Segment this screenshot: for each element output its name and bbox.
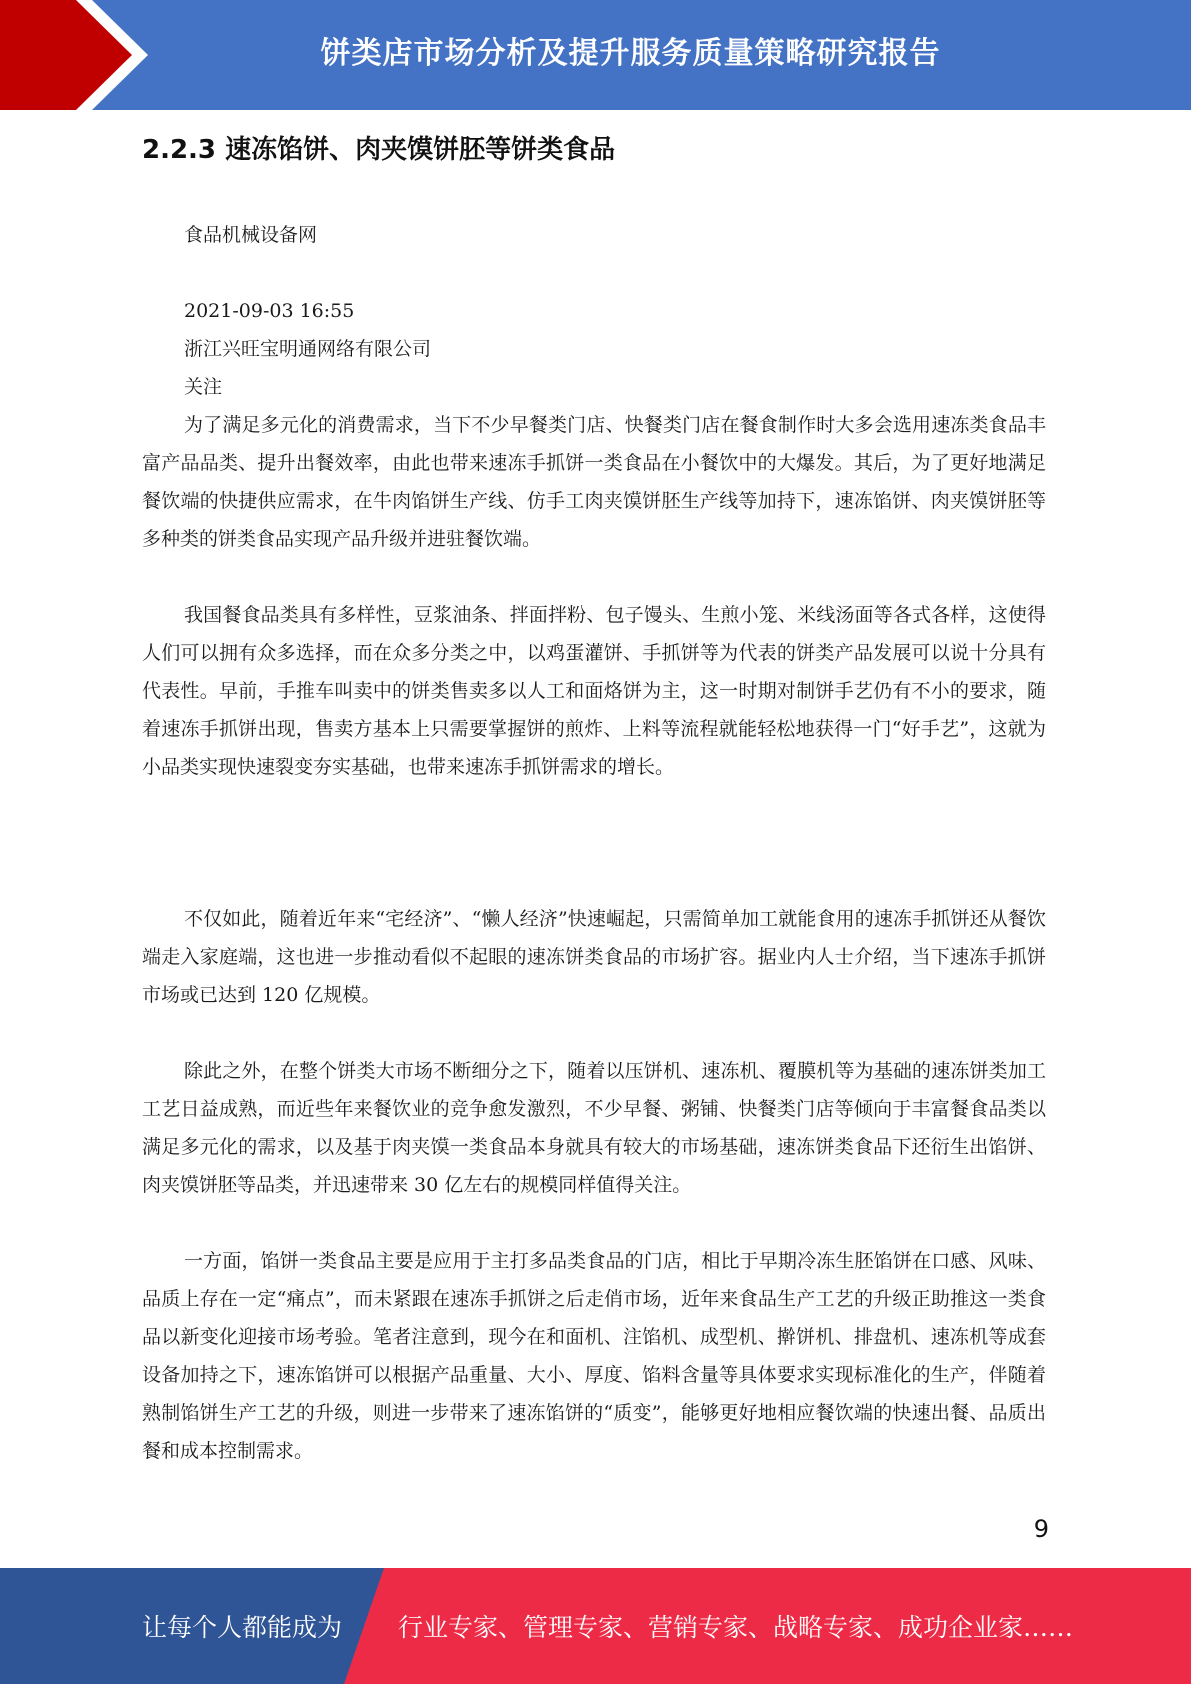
source-name: 食品机械设备网 (184, 224, 318, 246)
paragraph: 除此之外，在整个饼类大市场不断细分之下，随着以压饼机、速冻机、覆膜机等为基础的速冻饼类加工工艺日益成熟，而近些年来餐饮业的竞争愈发激烈，不少早餐、粥铺、快餐类门店等倾向于丰富餐食品类以满足多元化的需求，以及基于肉夹馍一类食品本身就具有较大的市场基础，速冻饼类食品下还衍生出馅饼、肉夹馍饼胚等品类，并迅速带来 30 亿左右的规模同样值得关注。 (142, 1060, 1046, 1196)
paragraph: 我国餐食品类具有多样性，豆浆油条、拌面拌粉、包子馒头、生煎小笼、米线汤面等各式各样，这使得人们可以拥有众多选择，而在众多分类之中，以鸡蛋灌饼、手抓饼等为代表的饼类产品发展可以说十分具有代表性。早前，手推车叫卖中的饼类售卖多以人工和面烙饼为主，这一时期对制饼手艺仍有不小的要求，随着速冻手抓饼出现，售卖方基本上只需要掌握饼的煎炸、上料等流程就能轻松地获得一门“好手艺”，这就为小品类实现快速裂变夯实基础，也带来速冻手抓饼需求的增长。 (142, 604, 1046, 778)
publish-datetime: 2021-09-03 16:55 (184, 300, 355, 322)
footer-slogan-right: 行业专家、管理专家、营销专家、战略专家、成功企业家…… (398, 1613, 1074, 1642)
page-footer (0, 1568, 1191, 1684)
report-title: 饼类店市场分析及提升服务质量策略研究报告 (320, 36, 941, 71)
footer-slogan-left: 让每个人都能成为 (142, 1613, 343, 1642)
paragraph: 一方面，馅饼一类食品主要是应用于主打多品类食品的门店，相比于早期冷冻生胚馅饼在口感、风味、品质上存在一定“痛点”，而未紧跟在速冻手抓饼之后走俏市场，近年来食品生产工艺的升级正助推这一类食品以新变化迎接市场考验。笔者注意到，现今在和面机、注馅机、成型机、擀饼机、排盘机、速冻机等成套设备加持之下，速冻馅饼可以根据产品重量、大小、厚度、馅料含量等具体要求实现标准化的生产，伴随着熟制馅饼生产工艺的升级，则进一步带来了速冻馅饼的“质变”，能够更好地相应餐饮端的快速出餐、品质出餐和成本控制需求。 (142, 1250, 1046, 1462)
page-header (0, 0, 1191, 110)
section-heading: 2.2.3 速冻馅饼、肉夹馍饼胚等饼类食品 (142, 135, 616, 165)
page-number: 9 (1033, 1515, 1049, 1543)
company-name: 浙江兴旺宝明通网络有限公司 (184, 338, 432, 360)
follow-label: 关注 (184, 376, 223, 398)
paragraph: 不仅如此，随着近年来“宅经济”、“懒人经济”快速崛起，只需简单加工就能食用的速冻手抓饼还从餐饮端走入家庭端，这也进一步推动看似不起眼的速冻饼类食品的市场扩容。据业内人士介绍，当下速冻手抓饼市场或已达到 120 亿规模。 (142, 908, 1046, 1006)
paragraph: 为了满足多元化的消费需求，当下不少早餐类门店、快餐类门店在餐食制作时大多会选用速冻类食品丰富产品品类、提升出餐效率，由此也带来速冻手抓饼一类食品在小餐饮中的大爆发。其后，为了更好地满足餐饮端的快捷供应需求，在牛肉馅饼生产线、仿手工肉夹馍饼胚生产线等加持下，速冻馅饼、肉夹馍饼胚等多种类的饼类食品实现产品升级并进驻餐饮端。 (142, 414, 1046, 550)
document-body (142, 130, 1046, 1470)
